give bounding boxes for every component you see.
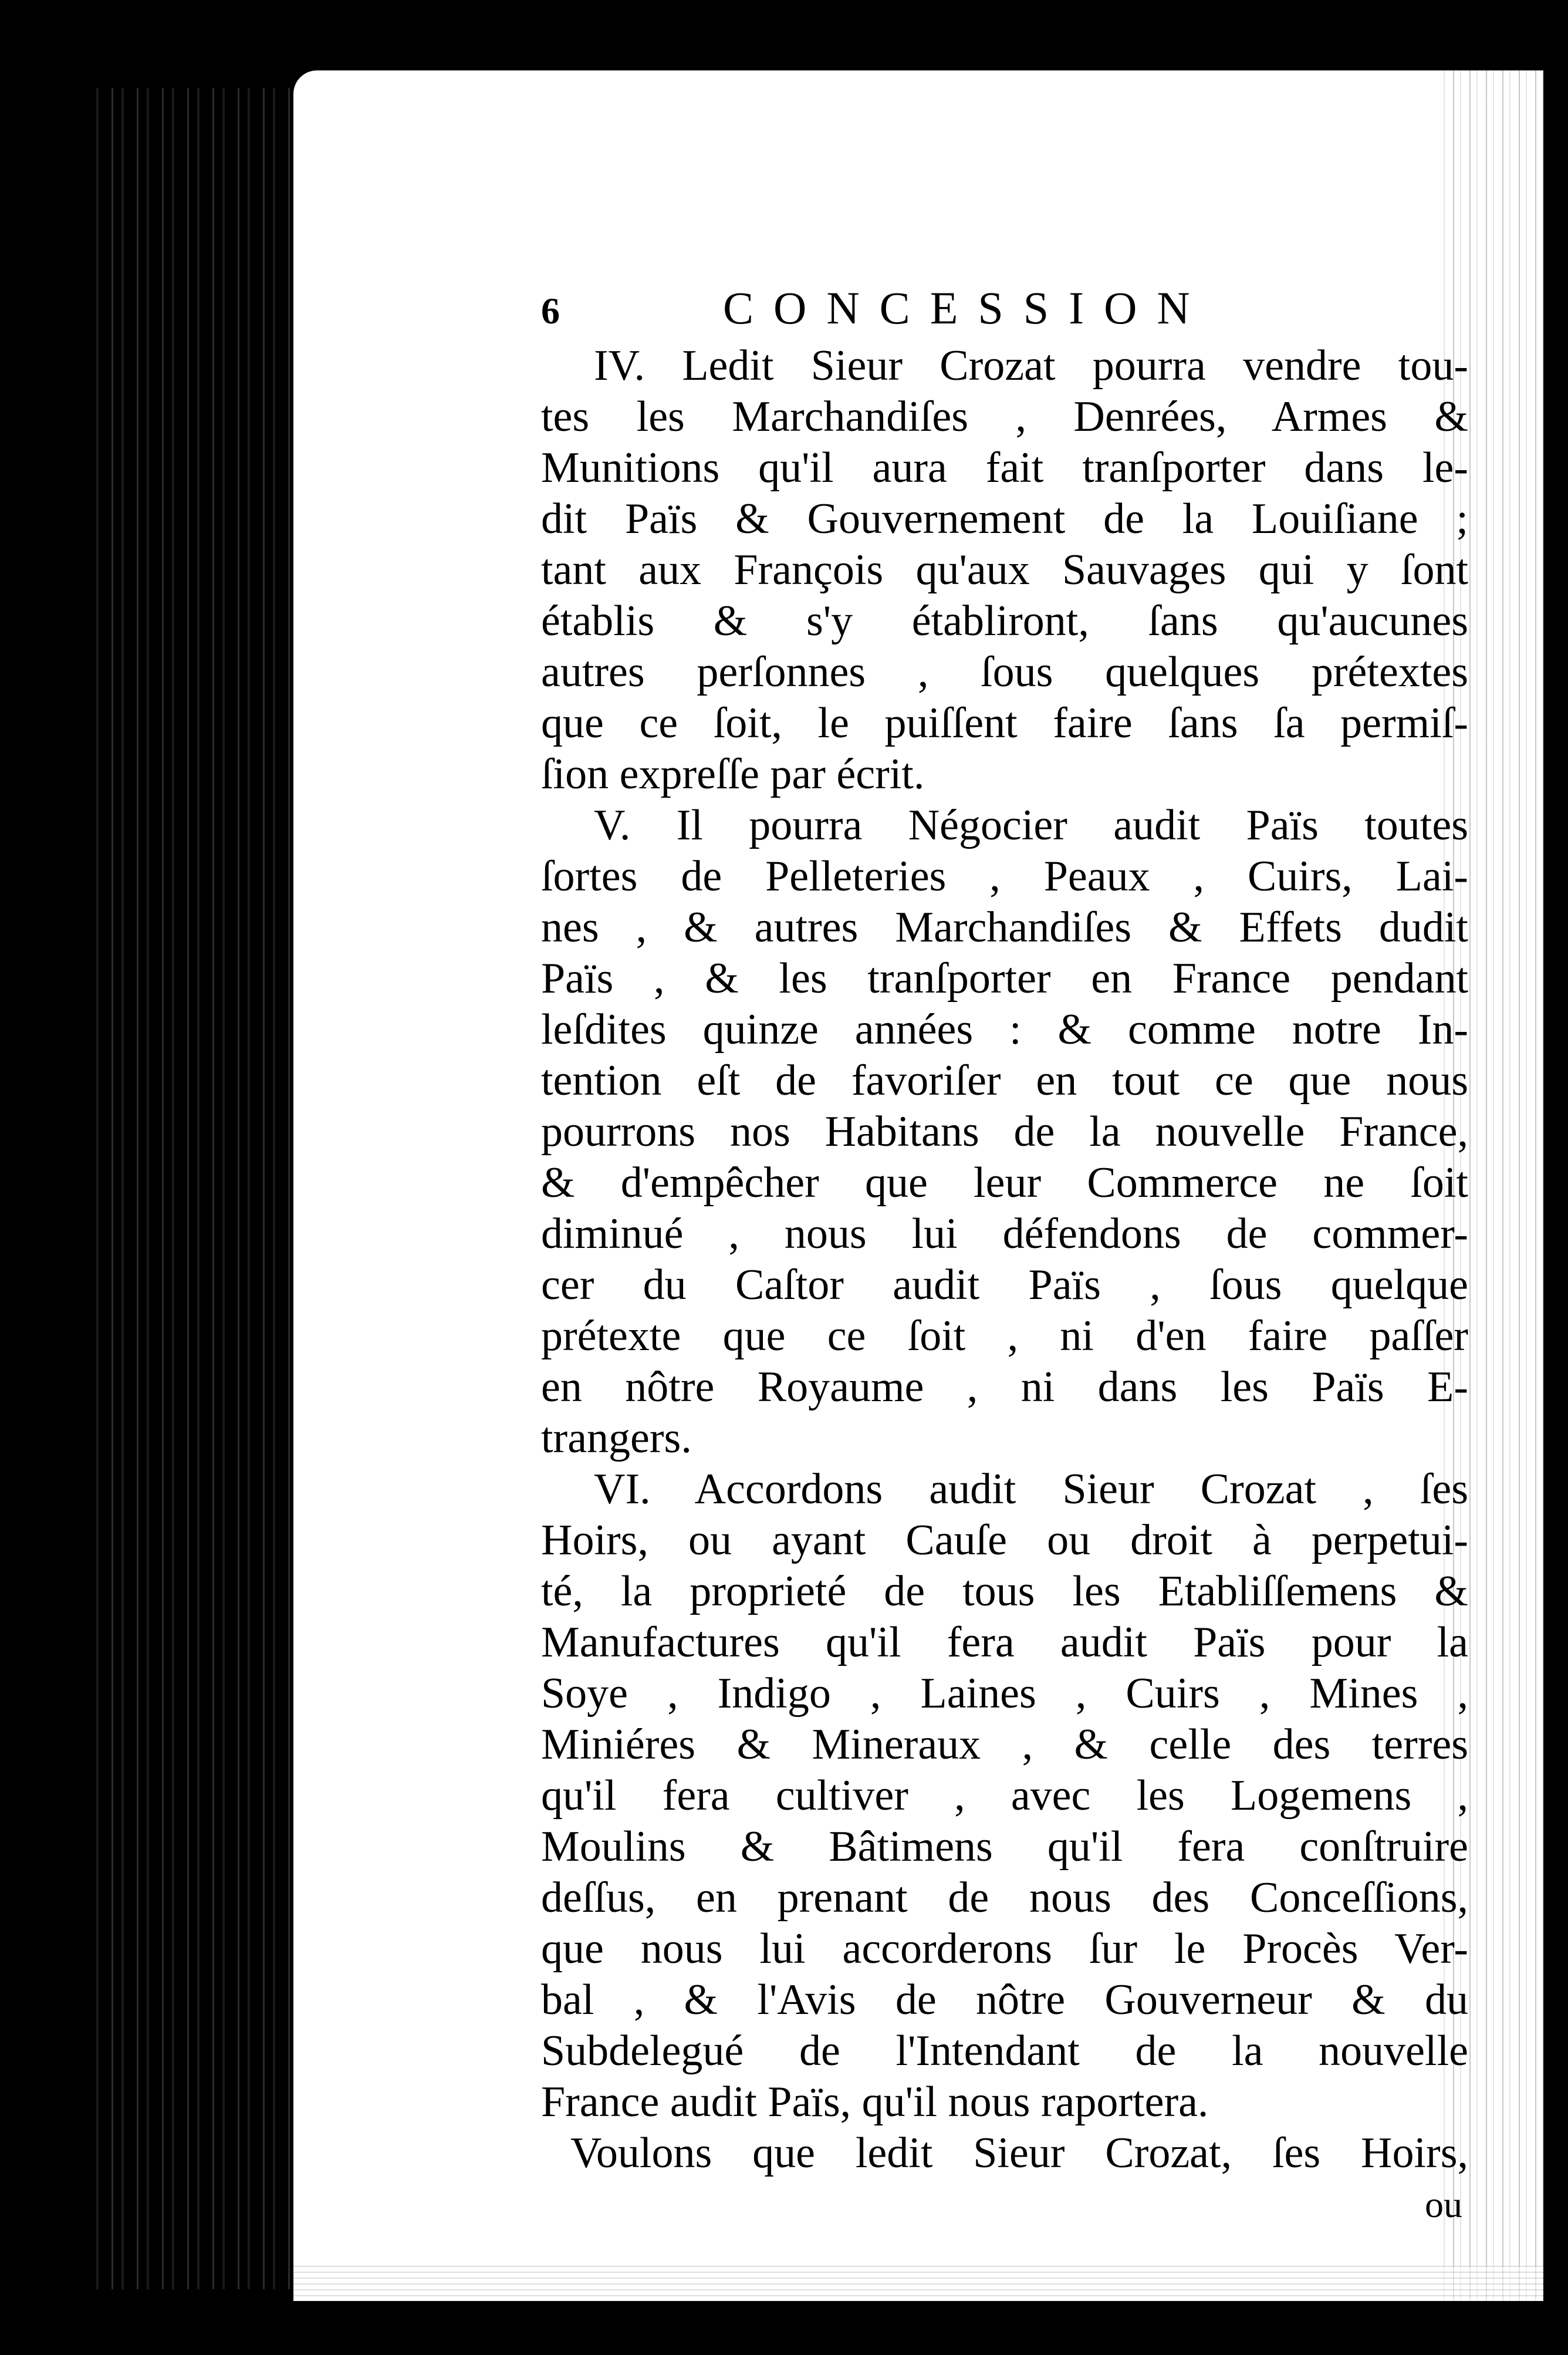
text-line: té, la proprieté de tous les Etabliſſemens & [541,1567,1468,1615]
text-line: Moulins & Bâtimens qu'il fera conſtruire [541,1823,1468,1871]
text-line: que nous lui accorderons ſur le Procès Ver- [541,1925,1468,1973]
text-line: & d'empêcher que leur Commerce ne ſoit [541,1159,1468,1207]
text-line: en nôtre Royaume , ni dans les Païs E- [541,1363,1468,1411]
text-line: cer du Caſtor audit Païs , ſous quelque [541,1261,1468,1309]
text-line: qu'il fera cultiver , avec les Logemens , [541,1772,1468,1820]
text-line: ſortes de Pelleteries , Peaux , Cuirs, Lai- [541,852,1468,900]
text-block [541,282,1468,2230]
text-line: établis & s'y établiront, ſans qu'aucunes [541,597,1468,645]
text-line: diminué , nous lui défendons de commer- [541,1210,1468,1258]
text-line: Manufactures qu'il fera audit Païs pour la [541,1618,1468,1666]
text-line: France audit Païs, qu'il nous raportera. [541,2078,1209,2126]
running-head [541,282,1468,336]
text-line: Munitions qu'il aura fait tranſporter dans le- [541,444,1468,492]
book-binding [88,88,311,2289]
text-line: prétexte que ce ſoit , ni d'en faire paſſer [541,1312,1468,1360]
text-line: que ce ſoit, le puiſſent faire ſans ſa permiſ- [541,699,1468,747]
text-line: leſdites quinze années : & comme notre In- [541,1006,1468,1054]
text-line: Soye , Indigo , Laines , Cuirs , Mines , [541,1669,1468,1718]
book-page [293,70,1543,2301]
text-line: dit Païs & Gouvernement de la Louiſiane ; [541,495,1468,543]
text-line: Païs , & les tranſporter en France pendant [541,954,1468,1003]
text-line: VI. Accordons audit Sieur Crozat , ſes [594,1465,1468,1513]
text-line: Hoirs, ou ayant Cauſe ou droit à perpetui- [541,1516,1468,1564]
page-number: 6 [541,290,560,332]
text-line: autres perſonnes , ſous quelques prétextes [541,648,1468,696]
text-line: trangers. [541,1414,692,1462]
text-line: V. Il pourra Négocier audit Païs toutes [594,801,1468,849]
text-line: IV. Ledit Sieur Crozat pourra vendre tou- [594,342,1468,390]
text-line: pourrons nos Habitans de la nouvelle France, [541,1108,1468,1156]
text-line: tant aux François qu'aux Sauvages qui y ſont [541,546,1468,594]
page-edge-bottom [293,2266,1543,2301]
text-line: ſion expreſſe par écrit. [541,750,925,798]
text-line: bal , & l'Avis de nôtre Gouverneur & du [541,1976,1468,2024]
text-line: Miniéres & Mineraux , & celle des terres [541,1720,1468,1769]
text-line: tes les Marchandiſes , Denrées, Armes & [541,393,1468,441]
catchword: ou [1425,2184,1462,2225]
running-title: CONCESSION [723,282,1210,333]
text-line: deſſus, en prenant de nous des Conceſſions, [541,1874,1468,1922]
text-line: Voulons que ledit Sieur Crozat, ſes Hoirs, [570,2129,1468,2177]
text-line: tention eſt de favoriſer en tout ce que nous [541,1057,1468,1105]
text-line: Subdelegué de l'Intendant de la nouvelle [541,2027,1468,2075]
text-line: nes , & autres Marchandiſes & Effets dudit [541,903,1468,952]
